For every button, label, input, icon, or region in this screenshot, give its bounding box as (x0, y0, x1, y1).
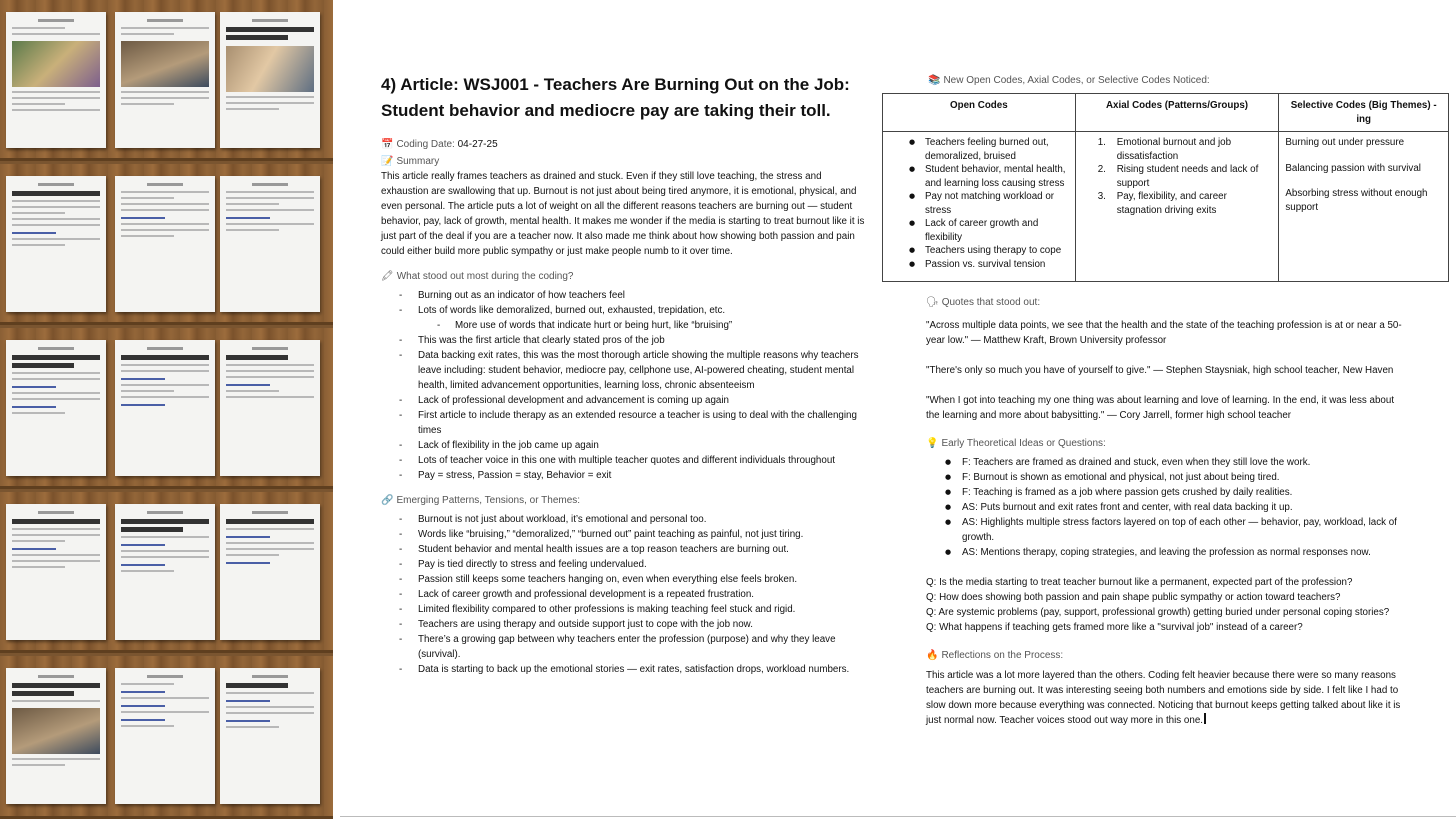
list-item: - More use of words that indicate hurt or being hurt, like “bruising” (381, 318, 871, 333)
list-item: - Student behavior and mental health issues are a top reason teachers are burning out. (381, 542, 871, 557)
quotes-heading: 🗣 Quotes that stood out: (926, 297, 1041, 308)
list-item: - Teachers are using therapy and outside support just to cope with the job now. (381, 617, 871, 632)
article-printout-photo (6, 176, 106, 312)
summary-heading: 📝 Summary (381, 156, 440, 167)
photo-strip (0, 0, 333, 819)
list-item: - Pay = stress, Passion = stay, Behavior = exit (381, 468, 871, 483)
selective-codes-header: Selective Codes (Big Themes) - ing (1279, 94, 1449, 132)
reflections-section (926, 649, 1406, 728)
list-item: - Burnout is not just about workload, it’s emotional and personal too. (381, 512, 871, 527)
question: Q: Is the media starting to treat teacher burnout like a permanent, expected part of the profession? (926, 577, 1353, 588)
calendar-icon: 📅 (381, 139, 394, 150)
article-printout-photo (115, 12, 215, 148)
question: Q: Are systemic problems (pay, support, professional growth) getting buried under personal coping stories? (926, 607, 1390, 618)
stood-out-heading: 🖍 What stood out most during the coding? (381, 271, 574, 282)
list-item: - Limited flexibility compared to other professions is making teaching feel stuck and rigid. (381, 602, 871, 617)
open-codes-cell (883, 132, 1076, 282)
article-printout-photo (6, 504, 106, 640)
quote: "Across multiple data points, we see that the health and the state of the teaching profession is at or near a 50-year low." — Matthew Kraft, Brown University professor (926, 320, 1402, 346)
article-printout-photo (220, 340, 320, 476)
list-item: ● Student behavior, mental health, and learning loss causing stress (889, 163, 1069, 190)
list-item: - Lots of words like demoralized, burned out, exhausted, trepidation, etc. (381, 303, 871, 318)
selective-codes-cell (1279, 132, 1449, 282)
article-printout-photo (115, 340, 215, 476)
summary-text: This article really frames teachers as drained and stuck. Even if they still love teaching, the stress and exhaustion are swallowing that up. Burnout is not just about being tired anymore, it is emotional, physical, and even personal. The article puts a lot of weight on all the different reasons teachers are burning out — student behavior, pay, lack of growth, mental health. It makes me wonder if the media is starting to treat burnout like it is just part of the deal if you are a teacher now. It also made me think about how showing both passion and pain could either build more public sympathy or just make people numb to it over time. (381, 171, 865, 257)
list-item: ● F: Burnout is shown as emotional and physical, not just about being tired. (926, 470, 1406, 485)
fire-icon: 🔥 (926, 650, 939, 661)
list-item: - There’s a growing gap between why teachers enter the profession (purpose) and why they leave (survival). (381, 632, 871, 662)
list-item: - Data is starting to back up the emotional stories — exit rates, satisfaction drops, workload numbers. (381, 662, 871, 677)
coding-notes-left-column (381, 72, 871, 677)
list-item: - Words like “bruising,” “demoralized,” “burned out” paint teaching as painful, not just tiring. (381, 527, 871, 542)
list-item: ● F: Teachers are framed as drained and stuck, even when they still love the work. (926, 455, 1406, 470)
axial-codes-cell (1075, 132, 1279, 282)
codes-heading: 📚 New Open Codes, Axial Codes, or Selective Codes Noticed: (928, 75, 1210, 86)
question: Q: What happens if teaching gets framed more like a "survival job" instead of a career? (926, 622, 1303, 633)
ideas-list (926, 455, 1406, 560)
list-item: ● Passion vs. survival tension (889, 258, 1069, 272)
coding-date-label: Coding Date: (396, 139, 455, 150)
open-codes-header: Open Codes (883, 94, 1076, 132)
article-printout-photo (6, 12, 106, 148)
list-item: 1. Emotional burnout and job dissatisfaction (1097, 137, 1232, 162)
memo-icon: 📝 (381, 156, 394, 167)
photo-row (0, 328, 333, 489)
article-printout-photo (220, 12, 320, 148)
article-title: 4) Article: WSJ001 - Teachers Are Burning Out on the Job: Student behavior and mediocre pay are taking their toll. (381, 75, 850, 120)
list-item: - Data backing exit rates, this was the most thorough article showing the multiple reasons why teachers leave including: student behavior, mediocre pay, cellphone use, AI-powered cheating, student mental health, limited advancement opportunities, learning loss, chronic absenteeism (381, 348, 871, 393)
questions-list (926, 575, 1406, 635)
list-item: - This was the first article that clearly stated pros of the job (381, 333, 871, 348)
coding-date-value: 04-27-25 (457, 139, 498, 150)
lightbulb-icon: 💡 (926, 438, 939, 449)
list-item: 3. Pay, flexibility, and career stagnation driving exits (1097, 191, 1227, 216)
link-icon: 🔗 (381, 495, 394, 506)
list-item: ● F: Teaching is framed as a job where passion gets crushed by daily realities. (926, 485, 1406, 500)
books-icon: 📚 (928, 75, 941, 86)
article-printout-photo (220, 504, 320, 640)
list-item: - First article to include therapy as an extended resource a teacher is using to deal with the challenging times (381, 408, 871, 438)
reflections-heading: 🔥 Reflections on the Process: (926, 650, 1064, 661)
list-item: - Pay is tied directly to stress and feeling undervalued. (381, 557, 871, 572)
divider (340, 816, 1456, 817)
photo-row (0, 164, 333, 325)
list-item: ● Teachers feeling burned out, demoralized, bruised (889, 136, 1069, 163)
list-item: ● AS: Puts burnout and exit rates front and center, with real data backing it up. (926, 500, 1406, 515)
quote: "There's only so much you have of yourself to give." — Stephen Staysniak, high school teacher, New Haven (926, 365, 1394, 376)
list-item: - Burning out as an indicator of how teachers feel (381, 288, 871, 303)
article-printout-photo (115, 504, 215, 640)
article-printout-photo (220, 668, 320, 804)
list-item: ● AS: Mentions therapy, coping strategies, and leaving the profession as normal responses now. (926, 545, 1406, 560)
list-item: Burning out under pressure (1285, 137, 1405, 148)
article-printout-photo (115, 668, 215, 804)
reflections-text[interactable]: This article was a lot more layered than the others. Coding felt heavier because there were so many reasons teachers are burning out. It was interesting seeing both numbers and emotions side by side. I felt like I had to slow down more because everything was connected. Noticing that burnout keeps getting talked about like it is just normal now. Teacher voices stood out way more in this one. (926, 670, 1401, 726)
article-printout-photo (220, 176, 320, 312)
list-item: Balancing passion with survival (1285, 162, 1421, 174)
article-printout-photo (6, 668, 106, 804)
photo-row (0, 656, 333, 819)
quotes-section (926, 296, 1406, 423)
speaking-head-icon: 🗣 (926, 297, 939, 308)
codes-table (882, 93, 1449, 282)
quote: "When I got into teaching my one thing was about learning and love of learning. In the end, it was less about the learning and more about babysitting." — Cory Jarrell, former high school teacher (926, 395, 1395, 421)
stood-out-list (381, 288, 871, 483)
list-item: Absorbing stress without enough support (1285, 188, 1428, 213)
list-item: - Lack of career growth and professional development is a repeated frustration. (381, 587, 871, 602)
list-item: - Lots of teacher voice in this one with multiple teacher quotes and different individuals throughout (381, 453, 871, 468)
list-item: 2. Rising student needs and lack of support (1097, 164, 1259, 189)
list-item: ● Pay not matching workload or stress (889, 190, 1069, 217)
list-item: ● AS: Highlights multiple stress factors layered on top of each other — behavior, pay, workload, lack of growth. (926, 515, 1406, 545)
ideas-section (926, 437, 1406, 635)
text-cursor (1204, 713, 1206, 724)
list-item: ● Lack of career growth and flexibility (889, 217, 1069, 244)
list-item: - Lack of flexibility in the job came up again (381, 438, 871, 453)
list-item: - Passion still keeps some teachers hanging on, even when everything else feels broken. (381, 572, 871, 587)
photo-row (0, 492, 333, 653)
list-item: ● Teachers using therapy to cope (889, 244, 1069, 258)
crayon-icon: 🖍 (381, 271, 394, 282)
article-printout-photo (6, 340, 106, 476)
ideas-heading: 💡 Early Theoretical Ideas or Questions: (926, 438, 1106, 449)
list-item: - Lack of professional development and advancement is coming up again (381, 393, 871, 408)
coding-notes-right-column (882, 74, 1450, 728)
patterns-heading: 🔗 Emerging Patterns, Tensions, or Themes: (381, 495, 581, 506)
article-printout-photo (115, 176, 215, 312)
axial-codes-header: Axial Codes (Patterns/Groups) (1075, 94, 1279, 132)
photo-row (0, 0, 333, 161)
coding-date-line (381, 138, 871, 152)
patterns-list (381, 512, 871, 677)
question: Q: How does showing both passion and pain shape public sympathy or action toward teachers? (926, 592, 1341, 603)
